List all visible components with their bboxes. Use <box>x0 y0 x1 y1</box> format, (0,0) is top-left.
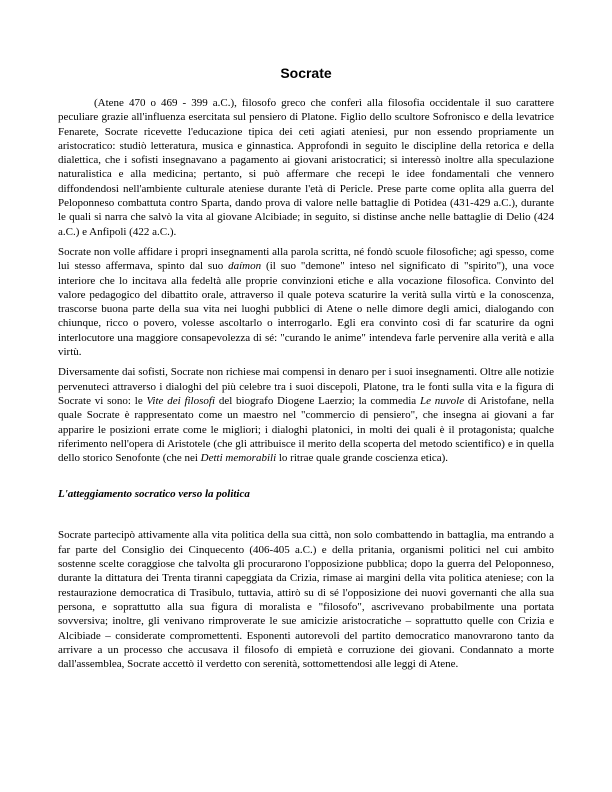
paragraph-sources-text-d: lo ritrae quale grande coscienza etica). <box>276 452 449 465</box>
paragraph-daimon <box>58 245 554 359</box>
daimon-term: daímon <box>228 260 262 273</box>
paragraph-intro: (Atene 470 o 469 - 399 a.C.), filosofo greco che conferì alla filosofia occidentale il suo carattere peculiare grazie all'influenza esercitata sul pensiero di Platone. Figlio dello scultore Sofronisco e della levatrice Fenarete, Socrate ricevette l'educazione tipica dei ceti agiati ateniesi, pur non essendo propriamente un aristocratico: studiò letteratura, musica e ginnastica. Approfondì in seguito le discipline della retorica e della dialettica, che i sofisti insegnavano a pagamento ai giovani aristocratici; si interessò inoltre alla speculazione naturalistica e alla medicina; pertanto, si può affermare che recepì le idee fondamentali che vennero diffondendosi nell'ambiente culturale ateniese durante l'età di Pericle. Prese parte come oplita alla guerra del Peloponneso combattuta contro Sparta, dando prova di valore nelle battaglie di Potidea (431-429 a.C.), durante le quali si narra che salvò la vita al giovane Alcibiade; in seguito, si distinse anche nelle battaglie di Delio (424 a.C.) e Anfipoli (422 a.C.). <box>58 97 554 238</box>
detti-memorabili-title: Detti memorabili <box>200 452 277 465</box>
paragraph-sources-text-c: di Aristofane, nella quale Socrate è rappresentato come un maestro nel "commercio di pensiero", che insegna ai giovani a far apparire le posizioni errate come le migliori; i dialoghi platonici, in molti dei quali è il protagonista; qualche riferimento nell'opera di Aristotele (che gli attribuisce il merito della scoperta del metodo scientifico) e in quella dello storico Senofonte (che nei <box>58 394 554 465</box>
vite-dei-filosofi-title: Vite dei filosofi <box>146 394 216 407</box>
paragraph-sources <box>58 365 554 465</box>
paragraph-politica: Socrate partecipò attivamente alla vita politica della sua città, non solo combattendo in battaglia, ma entrando a far parte del Consiglio dei Cinquecento (406-405 a.C.) e della pritania, organismi politici nel cui ambito sostenne scelte coraggiose che talvolta gli procurarono l'opposizione pubblica; dopo la guerra del Peloponneso, durante la dittatura dei Trenta tiranni capeggiata da Crizia, rimase ai margini della vita politica ateniese; con la restaurazione democratica di Trasibulo, tuttavia, attirò su di sé l'opposizione dei nuovi governanti che alla sua persona, e soprattutto alla sua figura di moralista e "filosofo", ascrivevano probabilmente una portata sovversiva; inoltre, gli venivano rimproverate le sue amicizie aristocratiche – soprattutto quelle con Crizia e Alcibiade – considerate compromettenti. Esponenti autorevoli del partito democratico manovrarono tanto da arrivare a un processo che accusava il filosofo di empietà e corruzione dei giovani. Condannato a morte dall'assemblea, Socrate accettò il verdetto con serenità, sottomettendosi alle leggi di Atene. <box>58 529 554 671</box>
document-page <box>58 64 554 677</box>
paragraph-daimon-text-b: (il suo "demone" inteso nel significato di "spirito"), una voce interiore che lo incitava alla fedeltà alle proprie convinzioni etiche e alla vocazione filosofica. Convinto del valore pedagogico del dibattito orale, attraverso il quale poteva scaturire la verità sulla virtù e la conoscenza, trascorse buona parte della sua vita nei luoghi pubblici di Atene o nelle dimore degli amici, dialogando con chiunque, ricco o povero, volesse ascoltarlo o interrogarlo. Egli era convinto così di far scaturire da ogni interlocutore una maggiore consapevolezza di sé: "curando le anime" intendeva farle pervenire alla verità e alla virtù. <box>58 260 554 359</box>
section-heading-politica: L'atteggiamento socratico verso la politica <box>58 488 250 501</box>
paragraph-sources-text-b: del biografo Diogene Laerzio; la commedia <box>215 394 420 407</box>
document-title: Socrate <box>280 65 332 81</box>
le-nuvole-title: Le nuvole <box>419 394 465 407</box>
paragraph-daimon-text-a: Socrate non volle affidare i propri insegnamenti alla parola scritta, né fondò scuole filosofiche; agì spesso, come lui stesso affermava, spinto dal suo <box>58 245 554 273</box>
paragraph-sources-text-a: Diversamente dai sofisti, Socrate non richiese mai compensi in denaro per i suoi insegnamenti. Oltre alle notizie pervenuteci attraverso i dialoghi del più celebre tra i suoi discepoli, Platone, tra le fonti sulla vita e la figura di Socrate vi sono: le <box>58 366 554 407</box>
